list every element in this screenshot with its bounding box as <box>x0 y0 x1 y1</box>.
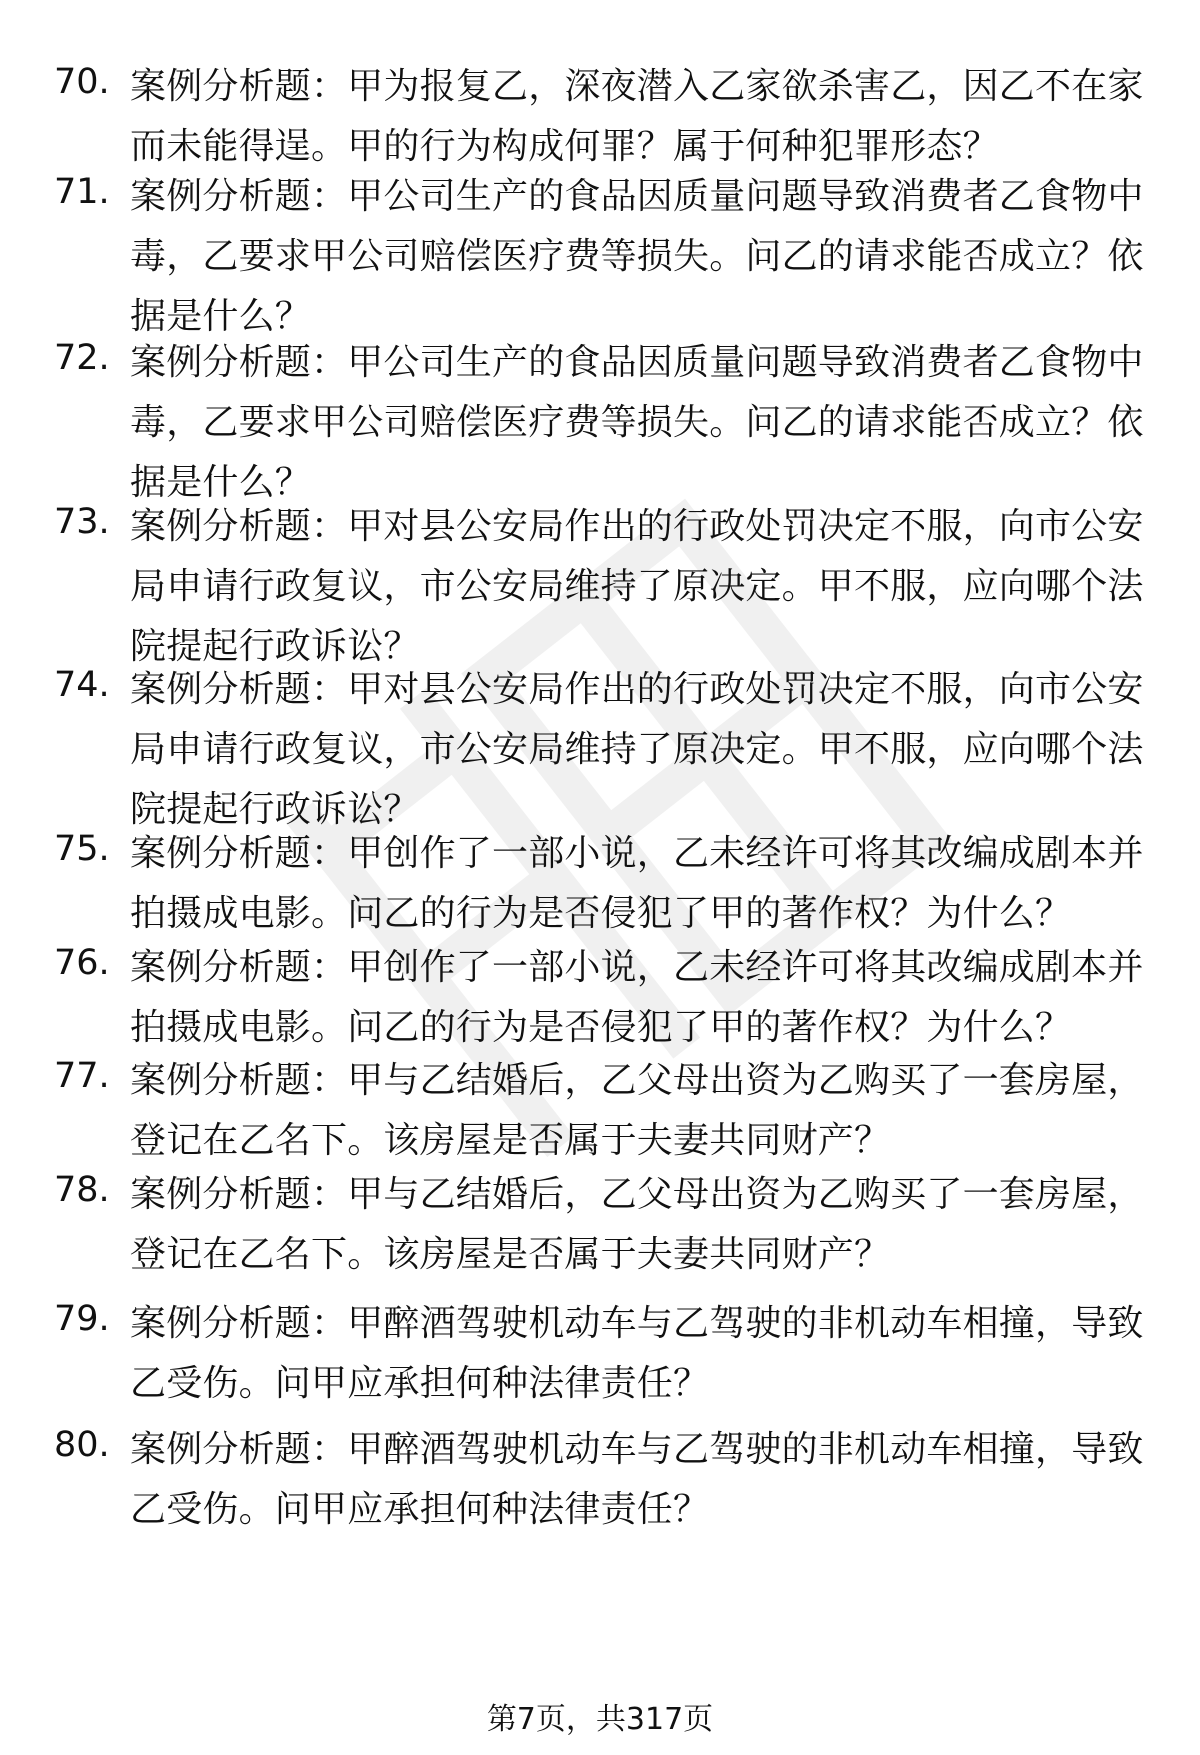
question-line: 案例分析题：甲公司生产的食品因质量问题导致消费者乙食物中 <box>130 176 1144 217</box>
question-line: 而未能得逞。甲的行为构成何罪？属于何种犯罪形态？ <box>130 126 999 167</box>
question-number: 72. <box>54 338 110 378</box>
question-number: 78. <box>54 1170 110 1210</box>
question-line: 毒，乙要求甲公司赔偿医疗费等损失。问乙的请求能否成立？依 <box>130 236 1144 277</box>
question-text <box>130 1420 1200 1540</box>
question-text <box>130 497 1200 677</box>
question-line: 登记在乙名下。该房屋是否属于夫妻共同财产？ <box>130 1120 891 1161</box>
question-line: 案例分析题：甲创作了一部小说，乙未经许可将其改编成剧本并 <box>130 833 1144 874</box>
question-number: 71. <box>54 172 110 212</box>
question-line: 案例分析题：甲创作了一部小说，乙未经许可将其改编成剧本并 <box>130 947 1144 988</box>
page-footer <box>0 1698 1200 1742</box>
question-text <box>130 660 1200 840</box>
question-line: 案例分析题：甲醉酒驾驶机动车与乙驾驶的非机动车相撞，导致 <box>130 1303 1144 1344</box>
question-text <box>130 938 1200 1058</box>
question-line: 乙受伤。问甲应承担何种法律责任？ <box>130 1363 710 1404</box>
question-line: 拍摄成电影。问乙的行为是否侵犯了甲的著作权？为什么？ <box>130 1007 1072 1048</box>
question-line: 据是什么？ <box>130 296 312 337</box>
question-number: 77. <box>54 1056 110 1096</box>
question-number: 70. <box>54 62 110 102</box>
question-text <box>130 1165 1200 1285</box>
question-line: 案例分析题：甲与乙结婚后，乙父母出资为乙购买了一套房屋， <box>130 1174 1144 1215</box>
question-text <box>130 167 1200 347</box>
question-text <box>130 1051 1200 1171</box>
question-line: 毒，乙要求甲公司赔偿医疗费等损失。问乙的请求能否成立？依 <box>130 402 1144 443</box>
question-line: 案例分析题：甲与乙结婚后，乙父母出资为乙购买了一套房屋， <box>130 1060 1144 1101</box>
question-line: 登记在乙名下。该房屋是否属于夫妻共同财产？ <box>130 1234 891 1275</box>
question-line: 案例分析题：甲对县公安局作出的行政处罚决定不服，向市公安 <box>130 506 1144 547</box>
page-number-label: 第7页，共317页 <box>486 1702 714 1737</box>
question-text <box>130 1294 1200 1414</box>
question-number: 79. <box>54 1299 110 1339</box>
question-line: 案例分析题：甲公司生产的食品因质量问题导致消费者乙食物中 <box>130 342 1144 383</box>
question-text <box>130 57 1200 177</box>
question-line: 案例分析题：甲对县公安局作出的行政处罚决定不服，向市公安 <box>130 669 1144 710</box>
question-line: 据是什么？ <box>130 462 312 503</box>
question-line: 乙受伤。问甲应承担何种法律责任？ <box>130 1489 710 1530</box>
question-number: 76. <box>54 943 110 983</box>
question-number: 80. <box>54 1425 110 1465</box>
question-text <box>130 824 1200 944</box>
question-line: 院提起行政诉讼？ <box>130 789 420 830</box>
question-number: 74. <box>54 665 110 705</box>
question-line: 案例分析题：甲为报复乙，深夜潜入乙家欲杀害乙，因乙不在家 <box>130 66 1144 107</box>
question-line: 院提起行政诉讼？ <box>130 626 420 667</box>
question-line: 局申请行政复议，市公安局维持了原决定。甲不服，应向哪个法 <box>130 566 1144 607</box>
question-line: 局申请行政复议，市公安局维持了原决定。甲不服，应向哪个法 <box>130 729 1144 770</box>
question-line: 拍摄成电影。问乙的行为是否侵犯了甲的著作权？为什么？ <box>130 893 1072 934</box>
question-number: 75. <box>54 829 110 869</box>
question-line: 案例分析题：甲醉酒驾驶机动车与乙驾驶的非机动车相撞，导致 <box>130 1429 1144 1470</box>
question-number: 73. <box>54 502 110 542</box>
question-text <box>130 333 1200 513</box>
